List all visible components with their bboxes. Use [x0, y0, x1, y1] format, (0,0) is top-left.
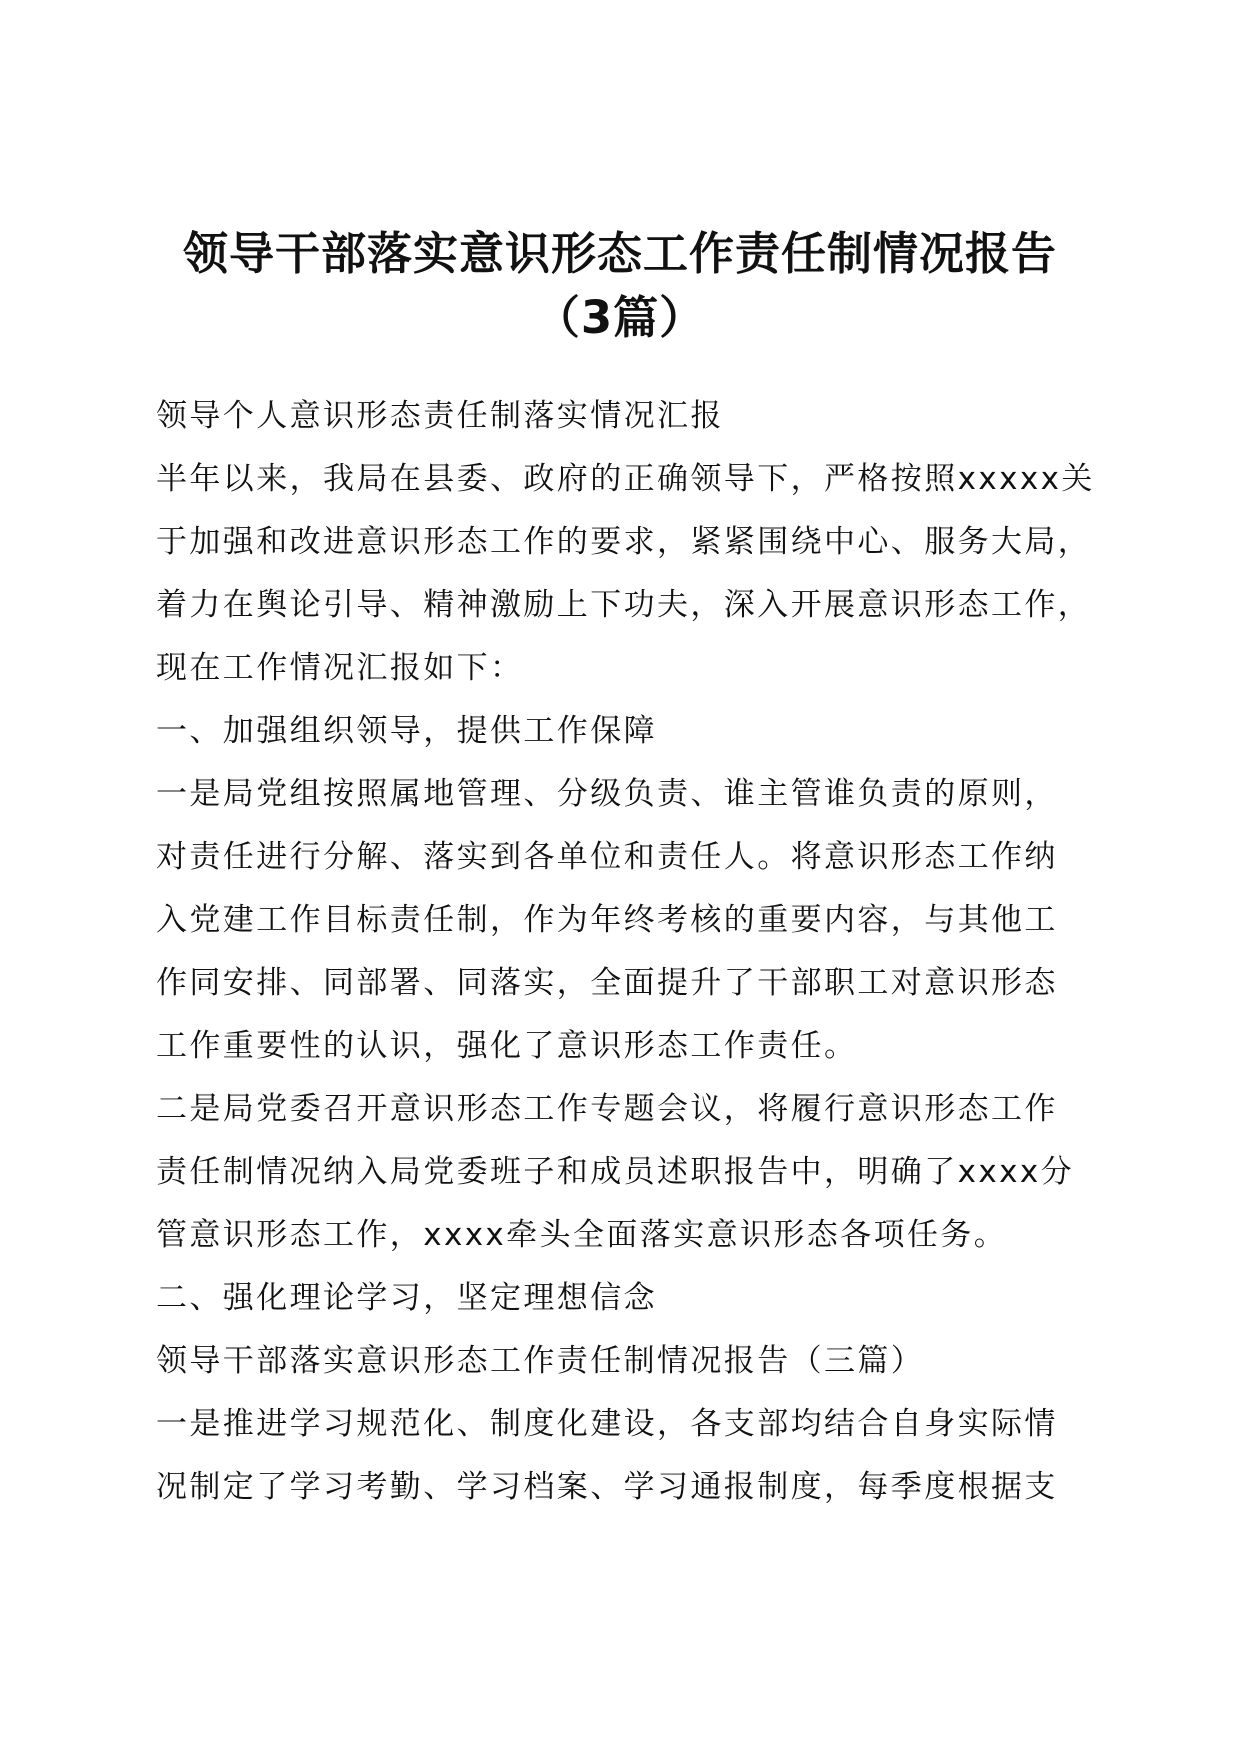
section-heading: 领导干部落实意识形态工作责任制情况报告（三篇） [156, 1343, 925, 1379]
section-heading: 领导个人意识形态责任制落实情况汇报 [156, 398, 724, 434]
body-line: 作同安排、同部署、同落实，全面提升了干部职工对意识形态 [156, 965, 1058, 1001]
body-line: 半年以来，我局在县委、政府的正确领导下，严格按照xxxxx关 [156, 461, 1095, 497]
body-line: 于加强和改进意识形态工作的要求，紧紧围绕中心、服务大局， [156, 524, 1092, 560]
document-body [156, 385, 1095, 1519]
body-line: 入党建工作目标责任制，作为年终考核的重要内容，与其他工 [156, 902, 1058, 938]
body-line: 现在工作情况汇报如下： [156, 650, 524, 686]
body-line: 况制定了学习考勤、学习档案、学习通报制度，每季度根据支 [156, 1469, 1058, 1505]
body-line: 责任制情况纳入局党委班子和成员述职报告中，明确了xxxx分 [156, 1154, 1074, 1190]
body-line: 工作重要性的认识，强化了意识形态工作责任。 [156, 1028, 858, 1064]
body-line: 着力在舆论引导、精神激励上下功夫，深入开展意识形态工作， [156, 587, 1092, 623]
body-line: 二是局党委召开意识形态工作专题会议，将履行意识形态工作 [156, 1091, 1058, 1127]
section-heading: 二、强化理论学习，坚定理想信念 [156, 1280, 657, 1316]
body-line: 管意识形态工作，xxxx牵头全面落实意识形态各项任务。 [156, 1217, 1008, 1253]
document-title-subtitle: （3篇） [534, 291, 706, 344]
body-line: 对责任进行分解、落实到各单位和责任人。将意识形态工作纳 [156, 839, 1058, 875]
section-heading: 一、加强组织领导，提供工作保障 [156, 713, 657, 749]
body-line: 一是推进学习规范化、制度化建设，各支部均结合自身实际情 [156, 1406, 1058, 1442]
body-line: 一是局党组按照属地管理、分级负责、谁主管谁负责的原则， [156, 776, 1058, 812]
document-title: 领导干部落实意识形态工作责任制情况报告 [182, 227, 1057, 280]
